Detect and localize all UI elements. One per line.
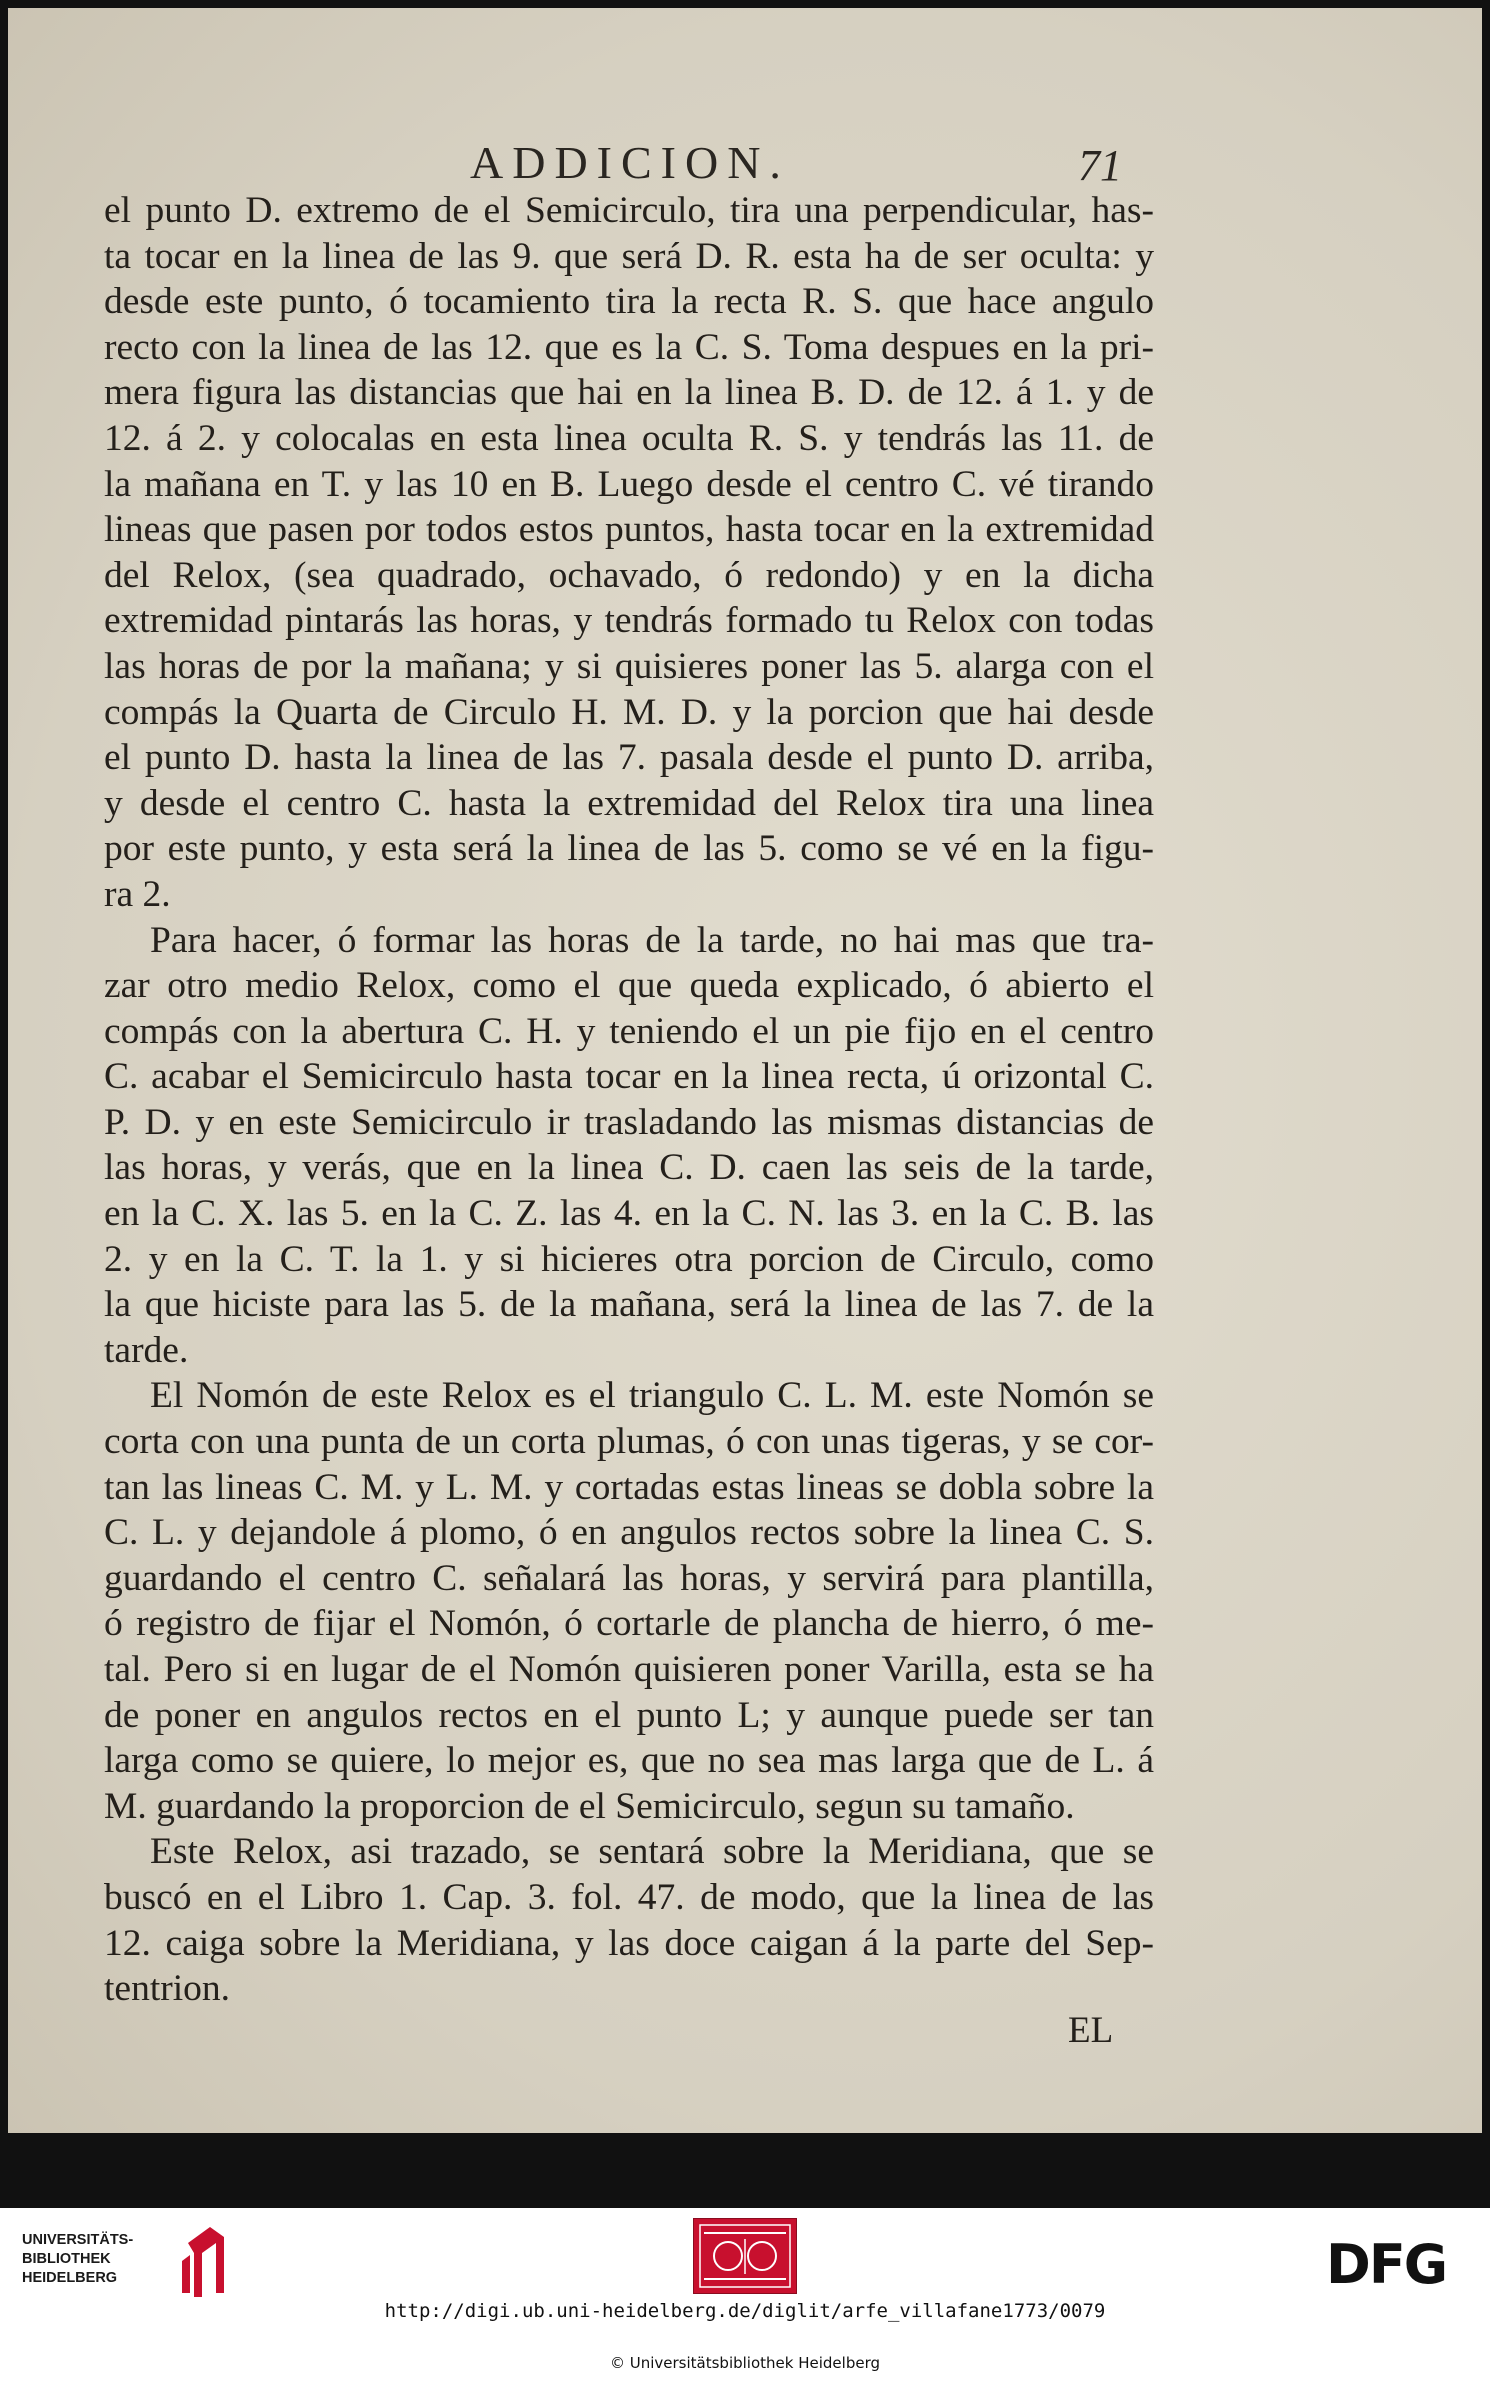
library-name	[22, 2231, 133, 2288]
text-line: las horas de por la mañana; y si quisieres poner las 5. alarga con el	[104, 645, 1154, 687]
text-line: P. D. y en este Semicirculo ir trasladando las mismas distancias de	[104, 1101, 1154, 1143]
page-header	[8, 130, 1482, 190]
university-library-logo[interactable]	[22, 2223, 212, 2298]
text-line: compás la Quarta de Circulo H. M. D. y la porcion que hai desde	[104, 691, 1154, 733]
text-line: ta tocar en la linea de las 9. que será D. R. esta ha de ser oculta: y	[104, 235, 1154, 277]
project-logo-icon[interactable]	[693, 2218, 797, 2294]
text-line: lineas que pasen por todos estos puntos, hasta tocar en la extremidad	[104, 509, 1154, 551]
text-line: ó registro de fijar el Nomón, ó cortarle de plancha de hierro, ó me-	[104, 1603, 1154, 1645]
library-name-line: BIBLIOTHEK	[22, 2251, 111, 2267]
text-line: C. acabar el Semicirculo hasta tocar en la linea recta, ú orizontal C.	[104, 1056, 1154, 1098]
text-line: el punto D. hasta la linea de las 7. pasala desde el punto D. arriba,	[104, 737, 1154, 779]
library-name-line: UNIVERSITÄTS-	[22, 2232, 134, 2248]
text-line: larga como se quiere, lo mejor es, que no sea mas larga que de L. á	[104, 1740, 1154, 1782]
text-line: M. guardando la proporcion de el Semicirculo, segun su tamaño.	[104, 1785, 1075, 1827]
text-line: tal. Pero si en lugar de el Nomón quisieren poner Varilla, esta se ha	[104, 1649, 1154, 1690]
text-line: del Relox, (sea quadrado, ochavado, ó redondo) y en la dicha	[104, 554, 1154, 596]
running-title: ADDICION.	[470, 137, 790, 188]
text-line: las horas, y verás, que en la linea C. D. caen las seis de la tarde,	[104, 1147, 1154, 1189]
library-mark-icon	[180, 2223, 230, 2298]
text-line: la mañana en T. y las 10 en B. Luego desde el centro C. vé tirando	[104, 463, 1154, 505]
text-line: C. L. y dejandole á plomo, ó en angulos rectos sobre la linea C. S.	[104, 1512, 1154, 1554]
page-number: 71	[1078, 141, 1122, 190]
text-line: por este punto, y esta será la linea de las 5. como se vé en la figu-	[104, 828, 1154, 870]
permalink-url[interactable]: http://digi.ub.uni-heidelberg.de/diglit/arfe_villafane1773/0079	[384, 2300, 1106, 2322]
paper-sheet	[8, 8, 1482, 2133]
text-line: la que hiciste para las 5. de la mañana, será la linea de las 7. de la	[104, 1284, 1154, 1326]
viewer-footer	[0, 2208, 1490, 2387]
text-line: compás con la abertura C. H. y teniendo el un pie fijo en el centro	[104, 1010, 1154, 1052]
text-line: 12. á 2. y colocalas en esta linea oculta R. S. y tendrás las 11. de	[104, 417, 1154, 459]
text-line: 12. caiga sobre la Meridiana, y las doce caigan á la parte del Sep-	[104, 1922, 1154, 1964]
text-line: tentrion.	[104, 1968, 231, 2010]
text-line: recto con la linea de las 12. que es la C. S. Toma despues en la pri-	[104, 326, 1154, 368]
body-text	[104, 188, 1154, 2012]
text-line: el punto D. extremo de el Semicirculo, tira una perpendicular, has-	[104, 190, 1154, 231]
text-line: El Nomón de este Relox es el triangulo C. L. M. este Nomón se	[150, 1375, 1154, 1417]
text-line: buscó en el Libro 1. Cap. 3. fol. 47. de modo, que la linea de las	[104, 1876, 1154, 1918]
text-line: mera figura las distancias que hai en la linea B. D. de 12. á 1. y de	[104, 372, 1154, 414]
text-line: desde este punto, ó tocamiento tira la recta R. S. que hace angulo	[104, 281, 1154, 323]
text-line: 2. y en la C. T. la 1. y si hicieres otra porcion de Circulo, como	[104, 1238, 1154, 1280]
catchword: EL	[1068, 2010, 1114, 2051]
text-line: en la C. X. las 5. en la C. Z. las 4. en la C. N. las 3. en la C. B. las	[104, 1193, 1154, 1235]
text-line: tarde.	[104, 1329, 189, 1371]
text-line: de poner en angulos rectos en el punto L; y aunque puede ser tan	[104, 1694, 1154, 1736]
copyright-notice: © Universitätsbibliothek Heidelberg	[609, 2354, 880, 2372]
library-name-line: HEIDELBERG	[22, 2270, 118, 2286]
text-line: extremidad pintarás las horas, y tendrás formado tu Relox con todas	[104, 600, 1154, 642]
text-line: Este Relox, asi trazado, se sentará sobre la Meridiana, que se	[150, 1831, 1154, 1873]
text-line: tan las lineas C. M. y L. M. y cortadas estas lineas se dobla sobre la	[104, 1466, 1154, 1508]
project-emblem-icon	[694, 2219, 796, 2293]
text-line: Para hacer, ó formar las horas de la tarde, no hai mas que tra-	[150, 919, 1154, 961]
text-line: guardando el centro C. señalará las horas, y servirá para plantilla,	[104, 1557, 1154, 1599]
text-line: zar otro medio Relox, como el que queda explicado, ó abierto el	[104, 965, 1154, 1007]
text-line: corta con una punta de un corta plumas, ó con unas tigeras, y se cor-	[104, 1421, 1154, 1463]
text-line: ra 2.	[104, 873, 171, 915]
dfg-logo[interactable]: DFG	[1326, 2233, 1447, 2296]
text-line: y desde el centro C. hasta la extremidad del Relox tira una linea	[104, 782, 1154, 824]
